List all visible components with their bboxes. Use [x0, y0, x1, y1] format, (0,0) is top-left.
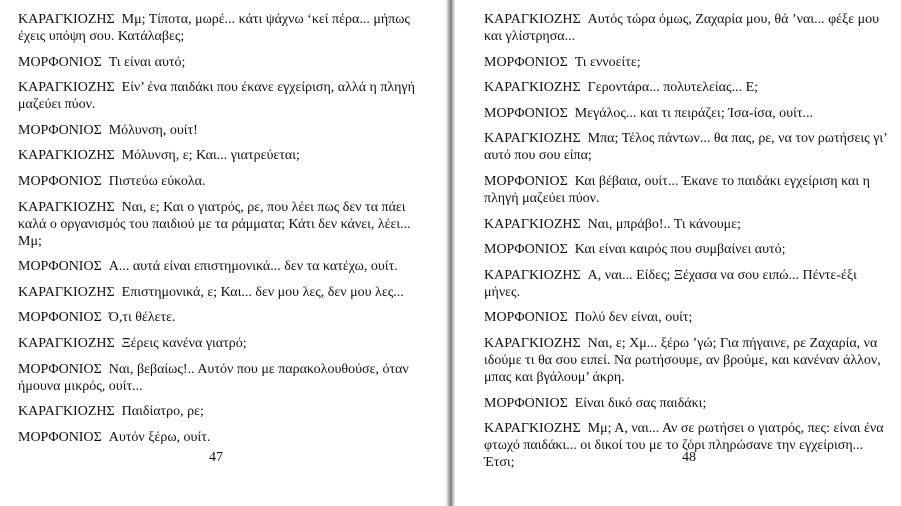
dialogue-line: [484, 395, 896, 412]
speaker-name: ΜΟΡΦΟΝΙΟΣ: [18, 361, 102, 377]
speaker-name: ΜΟΡΦΟΝΙΟΣ: [18, 310, 102, 326]
line-text: Μόλυνση, ουίτ!: [108, 122, 198, 138]
line-text: Μόλυνση, ε; Και... γιατρεύεται;: [121, 148, 300, 164]
speaker-name: ΜΟΡΦΟΝΙΟΣ: [484, 310, 568, 326]
line-text: Είν’ ένα παιδάκι που έκανε εγχείριση, αλλά η πληγή μαζεύει πύον.: [18, 80, 415, 113]
dialogue-line: [18, 147, 423, 164]
dialogue-text: [18, 11, 423, 454]
page-number: 47: [209, 450, 223, 465]
speaker-name: ΜΟΡΦΟΝΙΟΣ: [484, 105, 568, 121]
speaker-name: ΚΑΡΑΓΚΙΟΖΗΣ: [484, 421, 581, 437]
speaker-name: ΚΑΡΑΓΚΙΟΖΗΣ: [484, 216, 581, 232]
line-text: Ό,τι θέλετε.: [108, 310, 176, 326]
page-number: 48: [682, 450, 696, 465]
line-text: Τι εννοείτε;: [574, 54, 641, 70]
speaker-name: ΚΑΡΑΓΚΙΟΖΗΣ: [484, 131, 581, 147]
speaker-name: ΜΟΡΦΟΝΙΟΣ: [18, 173, 102, 189]
line-text: Ξέρεις κανένα γιατρό;: [121, 335, 247, 351]
line-text: Αυτός τώρα όμως, Ζαχαρία μου, θά ’ναι... φέξε μου και γλίστρησα...: [484, 12, 880, 44]
line-text: Και βέβαια, ουίτ... Έκανε το παιδάκι εγχείριση και η πληγή μαζεύει πύον.: [484, 173, 870, 206]
speaker-name: ΚΑΡΑΓΚΙΟΖΗΣ: [484, 12, 581, 27]
page-gutter-divider: [445, 0, 455, 506]
line-text: Πιστεύω εύκολα.: [108, 173, 206, 189]
dialogue-line: [18, 335, 423, 352]
line-text: Μπα; Τέλος πάντων... θα πας, ρε, να τον ρωτήσεις γι’ αυτό που σου είπα;: [484, 131, 887, 164]
line-text: Αυτόν ξέρω, ουίτ.: [108, 429, 211, 445]
line-text: Γεροντάρα... πολυτελείας... Ε;: [587, 80, 759, 96]
dialogue-line: [18, 54, 423, 71]
dialogue-line: [18, 284, 423, 301]
dialogue-line: [484, 309, 896, 326]
dialogue-line: [18, 199, 423, 250]
line-text: Ναι, ε; Και ο γιατρός, ρε, που λέει πως δεν τα πάει καλά ο οργανισμός του παιδιού με τα ράμματα; Κάτι δεν κάνει, λέει... Μμ;: [18, 199, 411, 249]
speaker-name: ΜΟΡΦΟΝΙΟΣ: [18, 429, 102, 445]
line-text: Μμ; Τίποτα, μωρέ... κάτι ψάχνω ‘κεί πέρα... μήπως έχεις υπόψη σου. Κατάλαβες;: [18, 12, 410, 44]
dialogue-line: [18, 429, 423, 446]
dialogue-line: [484, 216, 896, 233]
dialogue-line: [18, 11, 423, 45]
line-text: Ναι, βεβαίως!.. Αυτόν που με παρακολουθούσε, όταν ήμουνα μικρός, ουίτ...: [18, 361, 409, 394]
speaker-name: ΜΟΡΦΟΝΙΟΣ: [484, 242, 568, 258]
dialogue-line: [18, 173, 423, 190]
dialogue-line: [18, 309, 423, 326]
speaker-name: ΚΑΡΑΓΚΙΟΖΗΣ: [18, 80, 115, 96]
line-text: Μμ; Α, ναι... Αν σε ρωτήσει ο γιατρός, πες: είναι ένα φτωχό παιδάκι... οι δικοί του με το ζόρι πληρώσανε την εγχείριση... Έτσι;: [484, 421, 884, 471]
page-right: [455, 0, 901, 506]
line-text: Α, ναι... Είδες; Ξέχασα να σου ειπώ... Πέντε-έξι μήνες.: [484, 267, 857, 300]
dialogue-text: [484, 11, 896, 480]
line-text: Παιδίατρο, ρε;: [121, 404, 204, 420]
dialogue-line: [18, 361, 423, 395]
dialogue-line: [484, 54, 896, 71]
speaker-name: ΚΑΡΑΓΚΙΟΖΗΣ: [484, 267, 581, 283]
line-text: Επιστημονικά, ε; Και... δεν μου λες, δεν μου λες...: [121, 284, 404, 300]
speaker-name: ΜΟΡΦΟΝΙΟΣ: [484, 173, 568, 189]
dialogue-line: [18, 258, 423, 275]
dialogue-line: [484, 241, 896, 258]
dialogue-line: [18, 79, 423, 113]
speaker-name: ΚΑΡΑΓΚΙΟΖΗΣ: [18, 404, 115, 420]
dialogue-line: [18, 122, 423, 139]
speaker-name: ΜΟΡΦΟΝΙΟΣ: [484, 395, 568, 411]
speaker-name: ΚΑΡΑΓΚΙΟΖΗΣ: [18, 148, 115, 164]
line-text: Πολύ δεν είναι, ουίτ;: [574, 310, 693, 326]
dialogue-line: [484, 173, 896, 207]
dialogue-line: [484, 130, 896, 164]
dialogue-line: [484, 79, 896, 96]
speaker-name: ΚΑΡΑΓΚΙΟΖΗΣ: [18, 199, 115, 215]
speaker-name: ΚΑΡΑΓΚΙΟΖΗΣ: [18, 284, 115, 300]
dialogue-line: [484, 335, 896, 386]
line-text: Μεγάλος... και τι πειράζει; Ίσα-ίσα, ουίτ...: [574, 105, 813, 121]
speaker-name: ΜΟΡΦΟΝΙΟΣ: [484, 54, 568, 70]
speaker-name: ΚΑΡΑΓΚΙΟΖΗΣ: [18, 12, 115, 27]
dialogue-line: [484, 11, 896, 45]
line-text: Ναι, μπράβο!.. Τι κάνουμε;: [587, 216, 741, 232]
speaker-name: ΜΟΡΦΟΝΙΟΣ: [18, 122, 102, 138]
speaker-name: ΜΟΡΦΟΝΙΟΣ: [18, 259, 102, 275]
speaker-name: ΚΑΡΑΓΚΙΟΖΗΣ: [484, 80, 581, 96]
dialogue-line: [18, 403, 423, 420]
line-text: Α... αυτά είναι επιστημονικά... δεν τα κατέχω, ουίτ.: [108, 259, 398, 275]
line-text: Και είναι καιρός που συμβαίνει αυτό;: [574, 242, 786, 258]
line-text: Τι είναι αυτό;: [108, 54, 186, 70]
dialogue-line: [484, 105, 896, 122]
speaker-name: ΜΟΡΦΟΝΙΟΣ: [18, 54, 102, 70]
speaker-name: ΚΑΡΑΓΚΙΟΖΗΣ: [18, 335, 115, 351]
line-text: Είναι δικό σας παιδάκι;: [574, 395, 707, 411]
page-left: [0, 0, 445, 506]
line-text: Ναι, ε; Χμ... ξέρω ’γώ; Για πήγαινε, ρε Ζαχαρία, να ιδούμε τι θα σου ειπεί. Να ρωτήσουμε, αν βρούμε, και κανέναν άλλον, μπας και βγάλουμ’ άκρη.: [484, 335, 881, 385]
dialogue-line: [484, 267, 896, 301]
speaker-name: ΚΑΡΑΓΚΙΟΖΗΣ: [484, 335, 581, 351]
